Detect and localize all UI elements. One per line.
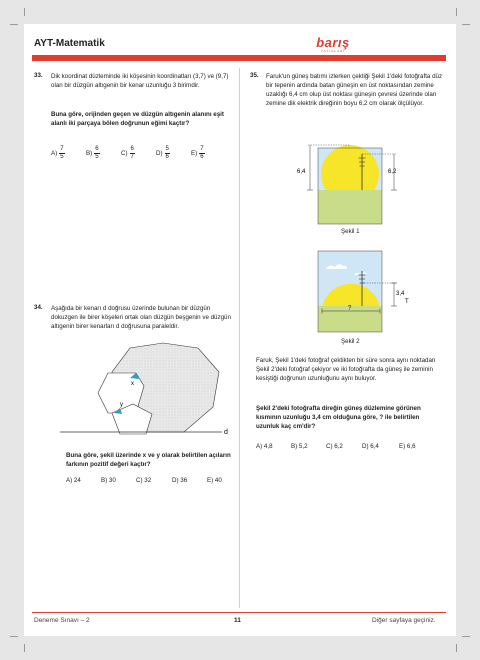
- option-letter: D): [172, 477, 179, 484]
- crop-mark: [462, 24, 470, 25]
- q35-text-2: Faruk, Şekil 1'deki fotoğraf çektikten bir süre sonra aynı noktadan Şekil 2'deki fotoğraf çekiyor ve iki fotoğrafta da güneş ile zeminin kesiştiği doğrunun uzunluğunu aynı buluyor.: [256, 357, 436, 382]
- fraction-denominator: 5: [95, 154, 99, 160]
- fig1-left-label: 6,4: [297, 169, 306, 175]
- q33-option[interactable]: [86, 146, 100, 161]
- fig1-ground: [318, 190, 382, 224]
- option-value: 40: [214, 477, 222, 484]
- q34-option[interactable]: [101, 477, 116, 484]
- q35-option[interactable]: [399, 443, 416, 450]
- q33-option[interactable]: [156, 146, 170, 161]
- option-letter: A): [51, 150, 58, 158]
- line-d-label: d: [224, 429, 228, 436]
- crop-mark: [456, 644, 457, 652]
- fig2-caption: Şekil 2: [341, 338, 360, 345]
- polygon-figure: [60, 342, 240, 442]
- option-value: 6,4: [370, 443, 379, 450]
- option-fraction: [59, 146, 64, 161]
- option-letter: A): [256, 443, 263, 450]
- option-letter: E): [191, 150, 198, 158]
- fraction-numerator: 6: [95, 146, 99, 152]
- q35-question: Şekil 2'deki fotoğrafta direğin güneş düzlemine görünen kısmının uzunluğu 3,4 cm olduğuna göre, ? ile belirtilen uzunluk kaç cm'dir?: [256, 405, 421, 430]
- option-letter: E): [207, 477, 214, 484]
- q34-number: 34.: [34, 304, 43, 311]
- logo-text: barış: [316, 35, 350, 50]
- crop-mark: [10, 636, 18, 637]
- fraction-denominator: 6: [200, 154, 204, 160]
- fig1-caption: Şekil 1: [341, 228, 360, 235]
- fraction-numerator: 7: [60, 146, 64, 152]
- q33-number: 33.: [34, 72, 43, 79]
- column-divider: [239, 68, 240, 608]
- footer-page-number: 11: [234, 617, 241, 624]
- page-title: AYT-Matematik: [34, 38, 105, 49]
- q34-text: Aşağıda bir kenarı d doğrusu üzerinde bulunan bir düzgün dokuzgen ile birer köşeleri ortak olan düzgün beşgenin ve düzgün altıgenin birer kenarları d doğrusuna paraleldir.: [51, 305, 231, 330]
- fraction-numerator: 5: [165, 146, 169, 152]
- option-value: 36: [180, 477, 188, 484]
- option-letter: B): [101, 477, 108, 484]
- q33-option[interactable]: [121, 146, 135, 161]
- option-fraction: [94, 146, 99, 161]
- option-letter: D): [156, 150, 163, 158]
- option-letter: B): [86, 150, 93, 158]
- q33-option[interactable]: [191, 146, 205, 161]
- q35-option[interactable]: [362, 443, 379, 450]
- fraction-denominator: 5: [60, 154, 64, 160]
- option-value: 32: [144, 477, 152, 484]
- crop-mark: [24, 644, 25, 652]
- option-letter: A): [66, 477, 73, 484]
- option-letter: B): [291, 443, 298, 450]
- option-value: 24: [73, 477, 81, 484]
- option-letter: C): [136, 477, 143, 484]
- option-value: 30: [108, 477, 116, 484]
- option-value: 5,2: [298, 443, 308, 450]
- q34-option[interactable]: [207, 477, 222, 484]
- fig1-right-label: 6,2: [388, 169, 397, 175]
- crop-mark: [10, 24, 18, 25]
- q35-text: Faruk'un güneş batımı izlerken çektiği Şekil 1'deki fotoğrafta düz bir tepenin ardında batan güneşin en üst noktasından zemine uzaklığı 6,4 cm olup üst noktası güneşin çevresi üzerinde olan zemine dik elektrik direğinin boyu 6,2 cm olarak ölçülüyor.: [266, 73, 443, 107]
- option-letter: D): [362, 443, 369, 450]
- q34-option[interactable]: [172, 477, 187, 484]
- crop-mark: [456, 8, 457, 16]
- option-value: 6,2: [334, 443, 343, 450]
- header-rule: [32, 55, 446, 61]
- option-letter: C): [326, 443, 333, 450]
- crop-mark: [462, 636, 470, 637]
- figure-1: [296, 140, 416, 235]
- q33-option[interactable]: [51, 146, 65, 161]
- fig2-right-label: 3,4: [396, 291, 405, 297]
- option-value: 6,6: [406, 443, 416, 450]
- figure-2: [296, 245, 416, 340]
- option-fraction: [130, 146, 135, 161]
- q34-question: Buna göre, şekil üzerinde x ve y olarak belirtilen açıların farkının pozitif değeri kaçtır?: [66, 452, 231, 468]
- angle-y-label: y: [120, 402, 123, 408]
- q35-number: 35.: [250, 72, 259, 79]
- q34-option[interactable]: [66, 477, 81, 484]
- fraction-denominator: 6: [165, 154, 169, 160]
- q33-question: Buna göre, orijinden geçen ve düzgün altıgenin alanını eşit alanlı iki parçaya bölen doğrunun eğimi kaçtır?: [51, 111, 224, 127]
- footer-exam-name: Deneme Sınavı – 2: [34, 617, 90, 624]
- q33-text: Dik koordinat düzleminde iki köşesinin koordinatları (3,7) ve (9,7) olan bir düzgün altıgenin bir kenar uzunluğu 3 birimdir.: [51, 73, 229, 89]
- q34-option[interactable]: [136, 477, 151, 484]
- option-fraction: [165, 146, 170, 161]
- q35-option[interactable]: [256, 443, 273, 450]
- fraction-numerator: 6: [130, 146, 134, 152]
- footer-rule: [32, 612, 446, 613]
- q35-option[interactable]: [291, 443, 308, 450]
- footer-next-page: Diğer sayfaya geçiniz.: [372, 617, 436, 624]
- q35-option[interactable]: [326, 443, 343, 450]
- fraction-denominator: 7: [130, 154, 134, 160]
- publisher-logo: [309, 36, 357, 53]
- angle-x-label: x: [131, 381, 134, 387]
- fig2-right-letter: T: [405, 299, 409, 305]
- option-value: 4,8: [263, 443, 273, 450]
- option-letter: C): [121, 150, 128, 158]
- crop-mark: [24, 8, 25, 16]
- option-fraction: [199, 146, 204, 161]
- fig2-unknown-label: ?: [348, 305, 352, 312]
- logo-subtext: YAYINLARI: [320, 49, 346, 53]
- fraction-numerator: 7: [200, 146, 204, 152]
- option-letter: E): [399, 443, 406, 450]
